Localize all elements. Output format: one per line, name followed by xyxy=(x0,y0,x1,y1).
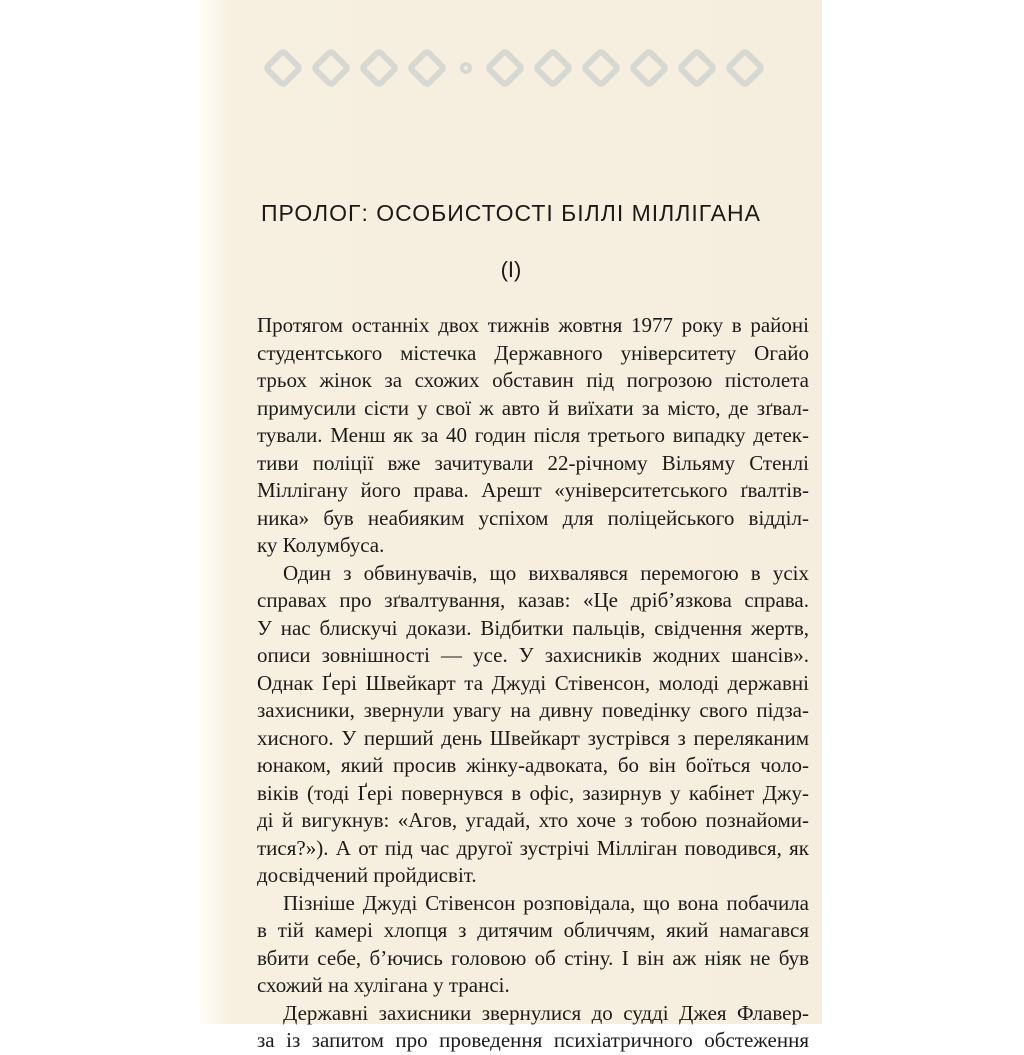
ornament-icon xyxy=(724,47,766,89)
body-text xyxy=(257,312,809,1055)
ornament-icon xyxy=(458,60,475,77)
ornament-icon xyxy=(580,47,622,89)
ornament-icon xyxy=(310,47,352,89)
text-line: студентського містечка Державного університету Огайо xyxy=(257,340,809,365)
ornament-icon xyxy=(628,47,670,89)
text-line: ку Колумбуса. xyxy=(257,533,385,557)
decorative-ornament-row xyxy=(268,48,828,88)
text-line: вбити себе, б’ючись головою об стіну. І він аж ніяк не був xyxy=(257,945,809,970)
text-line: Міллігану його права. Арешт «університетського ґвалтів- xyxy=(257,478,809,502)
text-line: хисного. У перший день Швейкарт зустрівся з переляканим xyxy=(257,725,809,750)
ornament-icon xyxy=(262,47,304,89)
text-line: примусили сісти у свої ж авто й виїхати за місто, де зґвал- xyxy=(257,395,809,420)
text-line: Один з обвинувачів, що вихвалявся перемогою в усіх xyxy=(283,560,809,585)
chapter-number: (I) xyxy=(500,257,522,282)
text-line: юнаком, який просив жінку-адвоката, бо він боїться чоло- xyxy=(257,753,809,777)
text-line: в тій камері хлопця з дитячим обличчям, який намагався xyxy=(257,918,809,942)
text-line: Державні захисники звернулися до судді Джея Флавер- xyxy=(283,1000,809,1025)
chapter-heading: ПРОЛОГ: ОСОБИСТОСТІ БІЛЛІ МІЛЛІГАНА xyxy=(261,200,761,226)
text-line: описи зовнішності — усе. У захисників жодних шансів». xyxy=(257,643,809,667)
text-line: тися?»). А от під час другої зустрічі Мілліган поводився, як xyxy=(257,835,809,860)
text-line: за із запитом про проведення психіатричного обстеження xyxy=(257,1028,809,1052)
text-line: Пізніше Джуді Стівенсон розповідала, що вона побачила xyxy=(283,890,809,915)
text-line: справах про зґвалтування, казав: «Це дріб’язкова справа. xyxy=(257,588,809,612)
text-line: ника» був неабияким успіхом для поліцейського відділ- xyxy=(257,505,809,530)
text-line: захисники, звернули увагу на дивну поведінку свого підза- xyxy=(257,698,809,722)
text-line: Однак Ґері Швейкарт та Джуді Стівенсон, молоді державні xyxy=(257,670,809,695)
text-line: схожий на хулігана у трансі. xyxy=(257,973,510,997)
ornament-icon xyxy=(676,47,718,89)
text-line: трьох жінок за схожих обставин під погрозою пістолета xyxy=(257,368,809,392)
text-line: У нас блискучі докази. Відбитки пальців, свідчення жертв, xyxy=(257,615,809,640)
text-line: віків (тоді Ґері повернувся в офіс, зазирнув у кабінет Джу- xyxy=(257,780,809,805)
text-line: Протягом останніх двох тижнів жовтня 1977 року в районі xyxy=(257,313,809,337)
text-line: ді й вигукнув: «Агов, угадай, хто хоче з тобою познайоми- xyxy=(257,808,809,832)
ornament-icon xyxy=(358,47,400,89)
ornament-icon xyxy=(532,47,574,89)
ornament-icon xyxy=(484,47,526,89)
text-line: тиви поліції вже зачитували 22-річному Вільяму Стенлі xyxy=(257,450,809,475)
ornament-icon xyxy=(406,47,448,89)
text-line: досвідчений пройдисвіт. xyxy=(257,863,477,887)
text-line: тували. Менш як за 40 годин після третього випадку детек- xyxy=(257,423,809,447)
